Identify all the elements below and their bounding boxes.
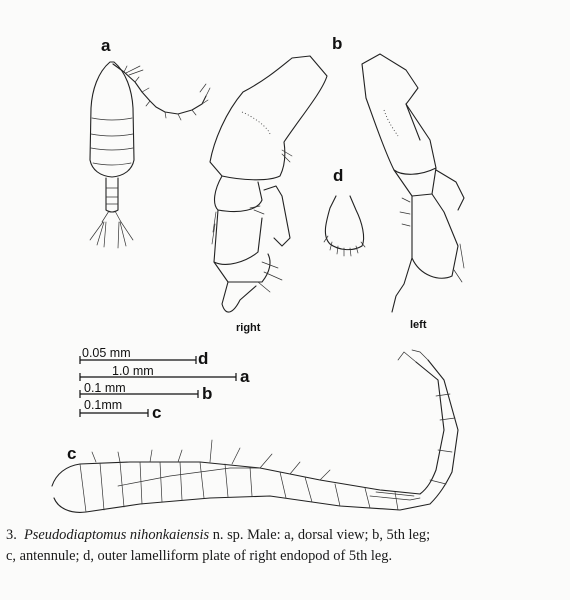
dorsal-view-drawing [90,36,210,248]
scale-bar-a-panel: a [240,367,250,386]
scale-bar-b-text: 0.1 mm [84,381,126,395]
scale-bar-d-panel: d [198,349,209,368]
caption-species-name: Pseudodiaptomus nihonkaiensis [24,527,210,543]
scale-bar-c-text: 0.1mm [84,398,123,412]
panel-label-a: a [101,36,111,55]
caption-figure-number: 3. [6,527,17,543]
scale-bar-c [80,398,161,422]
panel-label-c: c [67,444,77,463]
scale-bars [80,346,250,422]
lamelliform-plate-drawing [324,166,365,256]
caption-line-1-rest: n. sp. Male: a, dorsal view; b, 5th leg; [212,527,431,543]
scale-bar-d-text: 0.05 mm [82,346,131,360]
caption-line-1 [6,525,566,546]
scale-bar-c-panel: c [152,403,162,422]
scale-bar-a-text: 1.0 mm [112,364,154,378]
figure-caption [6,525,566,567]
caption-line-2: c, antennule; d, outer lamelliform plate of right endopod of 5th leg. [6,548,393,564]
left-leg-label: left [410,319,427,331]
panel-label-b: b [332,34,343,53]
scale-bar-b-panel: b [202,384,213,403]
panel-label-d: d [333,166,344,185]
right-leg-label: right [236,322,261,334]
